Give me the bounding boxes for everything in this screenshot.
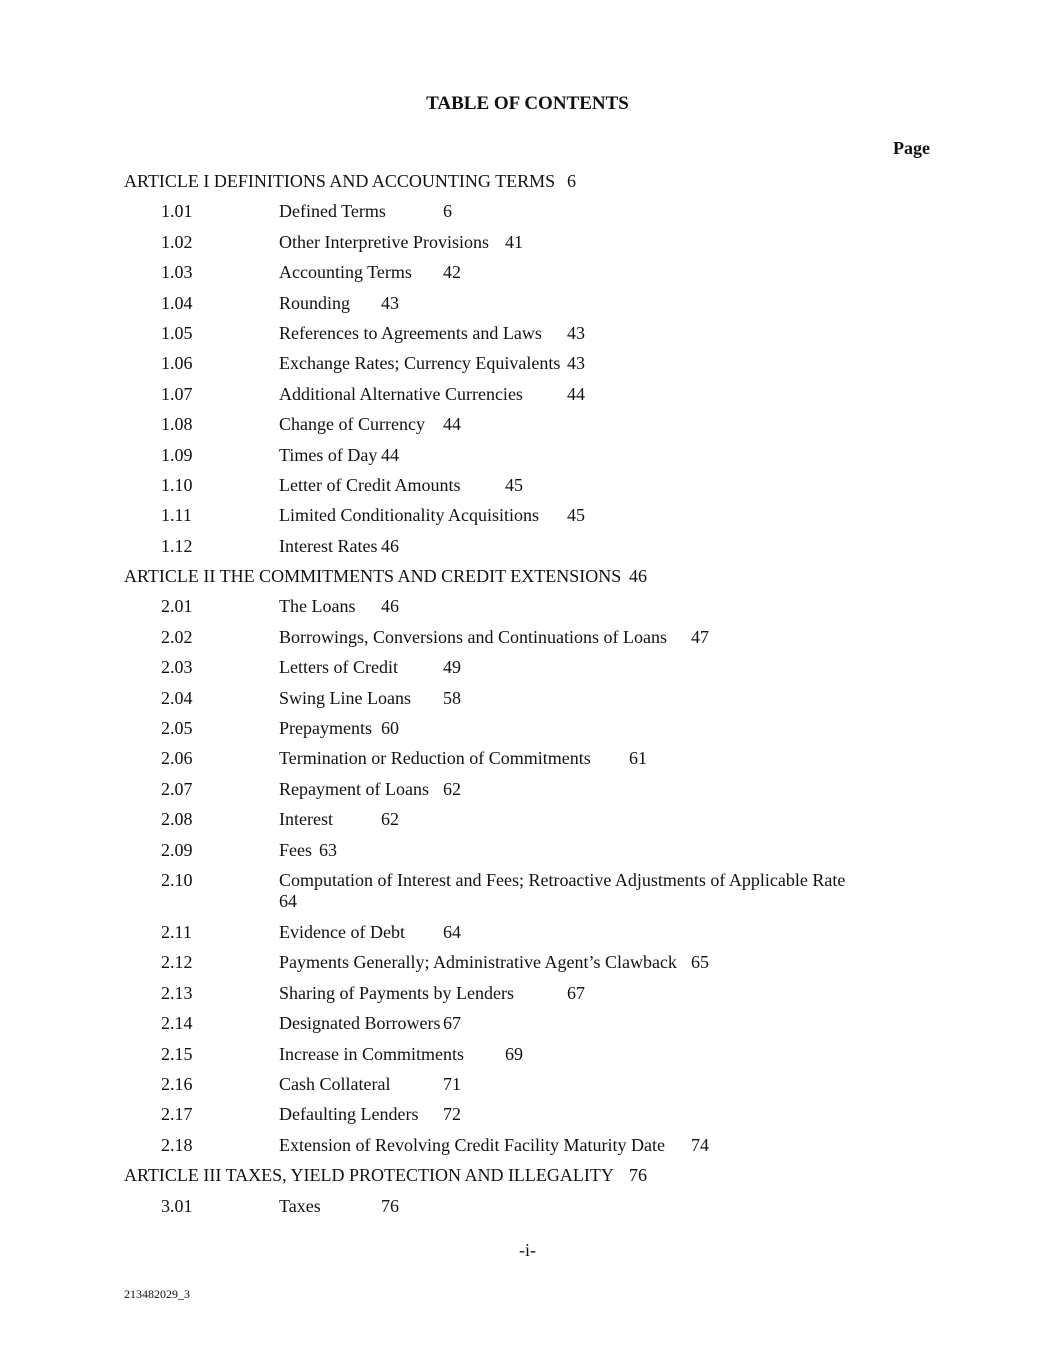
section-title: Payments Generally; Administrative Agent’s Clawback <box>279 952 677 973</box>
page-reference: 6 <box>567 171 576 191</box>
page-reference: 72 <box>443 1104 461 1125</box>
page-reference: 62 <box>443 778 461 799</box>
section-title: References to Agreements and Laws <box>279 322 542 343</box>
toc-section-entry[interactable] <box>0 806 1055 836</box>
article-title: ARTICLE I DEFINITIONS AND ACCOUNTING TERMS <box>124 171 556 191</box>
toc-section-entry[interactable] <box>0 593 1055 623</box>
section-number: 2.03 <box>161 657 193 678</box>
section-number: 2.05 <box>161 718 193 739</box>
section-number: 2.10 <box>161 869 193 890</box>
section-title: Borrowings, Conversions and Continuations of Loans <box>279 626 667 647</box>
section-title: Limited Conditionality Acquisitions <box>279 505 539 526</box>
page-reference: 67 <box>567 982 585 1003</box>
toc-section-entry[interactable] <box>0 411 1055 441</box>
section-title: Increase in Commitments <box>279 1043 464 1064</box>
section-title: Swing Line Loans <box>279 687 411 708</box>
section-title: The Loans <box>279 596 356 617</box>
toc-section-entry[interactable] <box>0 259 1055 289</box>
section-title: Letter of Credit Amounts <box>279 474 461 495</box>
section-number: 2.04 <box>161 687 193 708</box>
section-number: 1.03 <box>161 262 193 283</box>
toc-section-entry[interactable] <box>0 867 1055 919</box>
section-number: 3.01 <box>161 1195 193 1216</box>
page-reference: 63 <box>319 839 337 860</box>
page-reference: 74 <box>691 1134 709 1155</box>
toc-section-entry[interactable] <box>0 290 1055 320</box>
page-reference: 61 <box>629 748 647 769</box>
section-title: Rounding <box>279 292 351 313</box>
section-number: 2.09 <box>161 839 193 860</box>
section-title: Accounting Terms <box>279 262 412 283</box>
section-title: Exchange Rates; Currency Equivalents <box>279 353 561 374</box>
page-reference: 64 <box>443 921 461 942</box>
toc-section-entry[interactable] <box>0 1132 1055 1162</box>
section-number: 2.08 <box>161 809 193 830</box>
section-number: 1.11 <box>161 505 192 526</box>
toc-section-entry[interactable] <box>0 949 1055 979</box>
toc-section-entry[interactable] <box>0 381 1055 411</box>
section-number: 2.01 <box>161 596 193 617</box>
section-title: Cash Collateral <box>279 1073 391 1094</box>
toc-section-entry[interactable] <box>0 776 1055 806</box>
section-title: Extension of Revolving Credit Facility Maturity Date <box>279 1134 665 1155</box>
toc-section-entry[interactable] <box>0 350 1055 380</box>
section-title: Times of Day <box>279 444 378 465</box>
section-number: 2.17 <box>161 1104 193 1125</box>
toc-section-entry[interactable] <box>0 654 1055 684</box>
page-reference: 46 <box>629 566 647 587</box>
page-reference: 45 <box>505 474 523 495</box>
section-number: 2.14 <box>161 1013 193 1034</box>
page-column-header: Page <box>893 138 930 158</box>
toc-section-entry[interactable] <box>0 1193 1055 1223</box>
toc-section-entry[interactable] <box>0 980 1055 1010</box>
page-reference: 71 <box>443 1073 461 1094</box>
toc-section-entry[interactable] <box>0 745 1055 775</box>
toc-article-entry[interactable] <box>0 1162 1055 1192</box>
page-reference: 43 <box>381 292 399 313</box>
page-reference: 44 <box>443 414 461 435</box>
section-number: 2.06 <box>161 748 193 769</box>
page-reference: 76 <box>381 1195 399 1216</box>
section-title: Interest <box>279 809 333 830</box>
page-reference: 49 <box>443 657 461 678</box>
toc-section-entry[interactable] <box>0 533 1055 563</box>
page-reference: 60 <box>381 718 399 739</box>
section-number: 2.15 <box>161 1043 193 1064</box>
page-reference: 47 <box>691 626 709 647</box>
section-number: 2.13 <box>161 982 193 1003</box>
page-reference: 62 <box>381 809 399 830</box>
section-number: 2.02 <box>161 626 193 647</box>
section-number: 2.11 <box>161 921 192 942</box>
toc-section-entry[interactable] <box>0 1010 1055 1040</box>
toc-article-entry[interactable] <box>0 563 1055 593</box>
section-title: Designated Borrowers <box>279 1013 441 1034</box>
page-reference: 41 <box>505 231 523 252</box>
page-reference: 6 <box>443 201 452 222</box>
page-reference: 67 <box>443 1013 461 1034</box>
toc-article-entry[interactable] <box>0 168 1055 198</box>
section-title: Defined Terms <box>279 201 386 222</box>
section-title: Evidence of Debt <box>279 921 405 942</box>
section-title: Additional Alternative Currencies <box>279 383 523 404</box>
page-reference: 45 <box>567 505 585 526</box>
toc-section-entry[interactable] <box>0 1041 1055 1071</box>
section-number: 1.10 <box>161 474 193 495</box>
toc-section-entry[interactable] <box>0 624 1055 654</box>
toc-section-entry[interactable] <box>0 685 1055 715</box>
section-title: Letters of Credit <box>279 657 398 678</box>
toc-section-entry[interactable] <box>0 320 1055 350</box>
toc-section-entry[interactable] <box>0 442 1055 472</box>
section-title: Prepayments <box>279 718 372 739</box>
page-number: -i- <box>519 1240 536 1260</box>
article-title: ARTICLE III TAXES, YIELD PROTECTION AND ILLEGALITY <box>124 1165 614 1186</box>
section-number: 1.04 <box>161 292 193 313</box>
section-title: Termination or Reduction of Commitments <box>279 748 591 769</box>
page-reference: 46 <box>381 596 399 617</box>
section-number: 1.01 <box>161 201 193 222</box>
section-title: Fees <box>279 839 312 860</box>
section-number: 2.12 <box>161 952 193 973</box>
document-id: 213482029_3 <box>124 1287 190 1301</box>
section-title: Computation of Interest and Fees; Retroactive Adjustments of Applicable Rate <box>279 869 846 890</box>
page-reference: 44 <box>381 444 399 465</box>
section-title: Taxes <box>279 1195 321 1216</box>
section-number: 1.02 <box>161 231 193 252</box>
page-reference: 58 <box>443 687 461 708</box>
toc-section-entry[interactable] <box>0 1101 1055 1131</box>
section-title: Change of Currency <box>279 414 425 435</box>
section-number: 2.18 <box>161 1134 193 1155</box>
section-title: Other Interpretive Provisions <box>279 231 489 252</box>
toc-section-entry[interactable] <box>0 715 1055 745</box>
page-reference: 43 <box>567 322 585 343</box>
toc-section-entry[interactable] <box>0 919 1055 949</box>
section-number: 1.07 <box>161 383 193 404</box>
toc-title: TABLE OF CONTENTS <box>426 93 629 114</box>
section-title: Interest Rates <box>279 535 378 556</box>
page-reference: 69 <box>505 1043 523 1064</box>
section-title: Sharing of Payments by Lenders <box>279 982 514 1003</box>
toc-section-entry[interactable] <box>0 198 1055 228</box>
article-title: ARTICLE II THE COMMITMENTS AND CREDIT EXTENSIONS <box>124 566 622 587</box>
toc-section-entry[interactable] <box>0 472 1055 502</box>
section-number: 1.06 <box>161 353 193 374</box>
section-number: 1.08 <box>161 414 193 435</box>
page-reference: 42 <box>443 262 461 283</box>
page-reference: 64 <box>279 890 297 911</box>
toc-section-entry[interactable] <box>0 1071 1055 1101</box>
page-reference: 65 <box>691 952 709 973</box>
section-number: 1.05 <box>161 322 193 343</box>
toc-list <box>0 168 1055 1223</box>
toc-section-entry[interactable] <box>0 502 1055 532</box>
section-title: Repayment of Loans <box>279 778 429 799</box>
section-title: Defaulting Lenders <box>279 1104 419 1125</box>
page-reference: 46 <box>381 535 399 556</box>
toc-section-entry[interactable] <box>0 229 1055 259</box>
page-reference: 44 <box>567 383 585 404</box>
page-reference: 76 <box>629 1165 647 1186</box>
section-number: 2.16 <box>161 1073 193 1094</box>
toc-section-entry[interactable] <box>0 837 1055 867</box>
section-number: 1.09 <box>161 444 193 465</box>
page-reference: 43 <box>567 353 585 374</box>
section-number: 1.12 <box>161 535 193 556</box>
section-number: 2.07 <box>161 778 193 799</box>
